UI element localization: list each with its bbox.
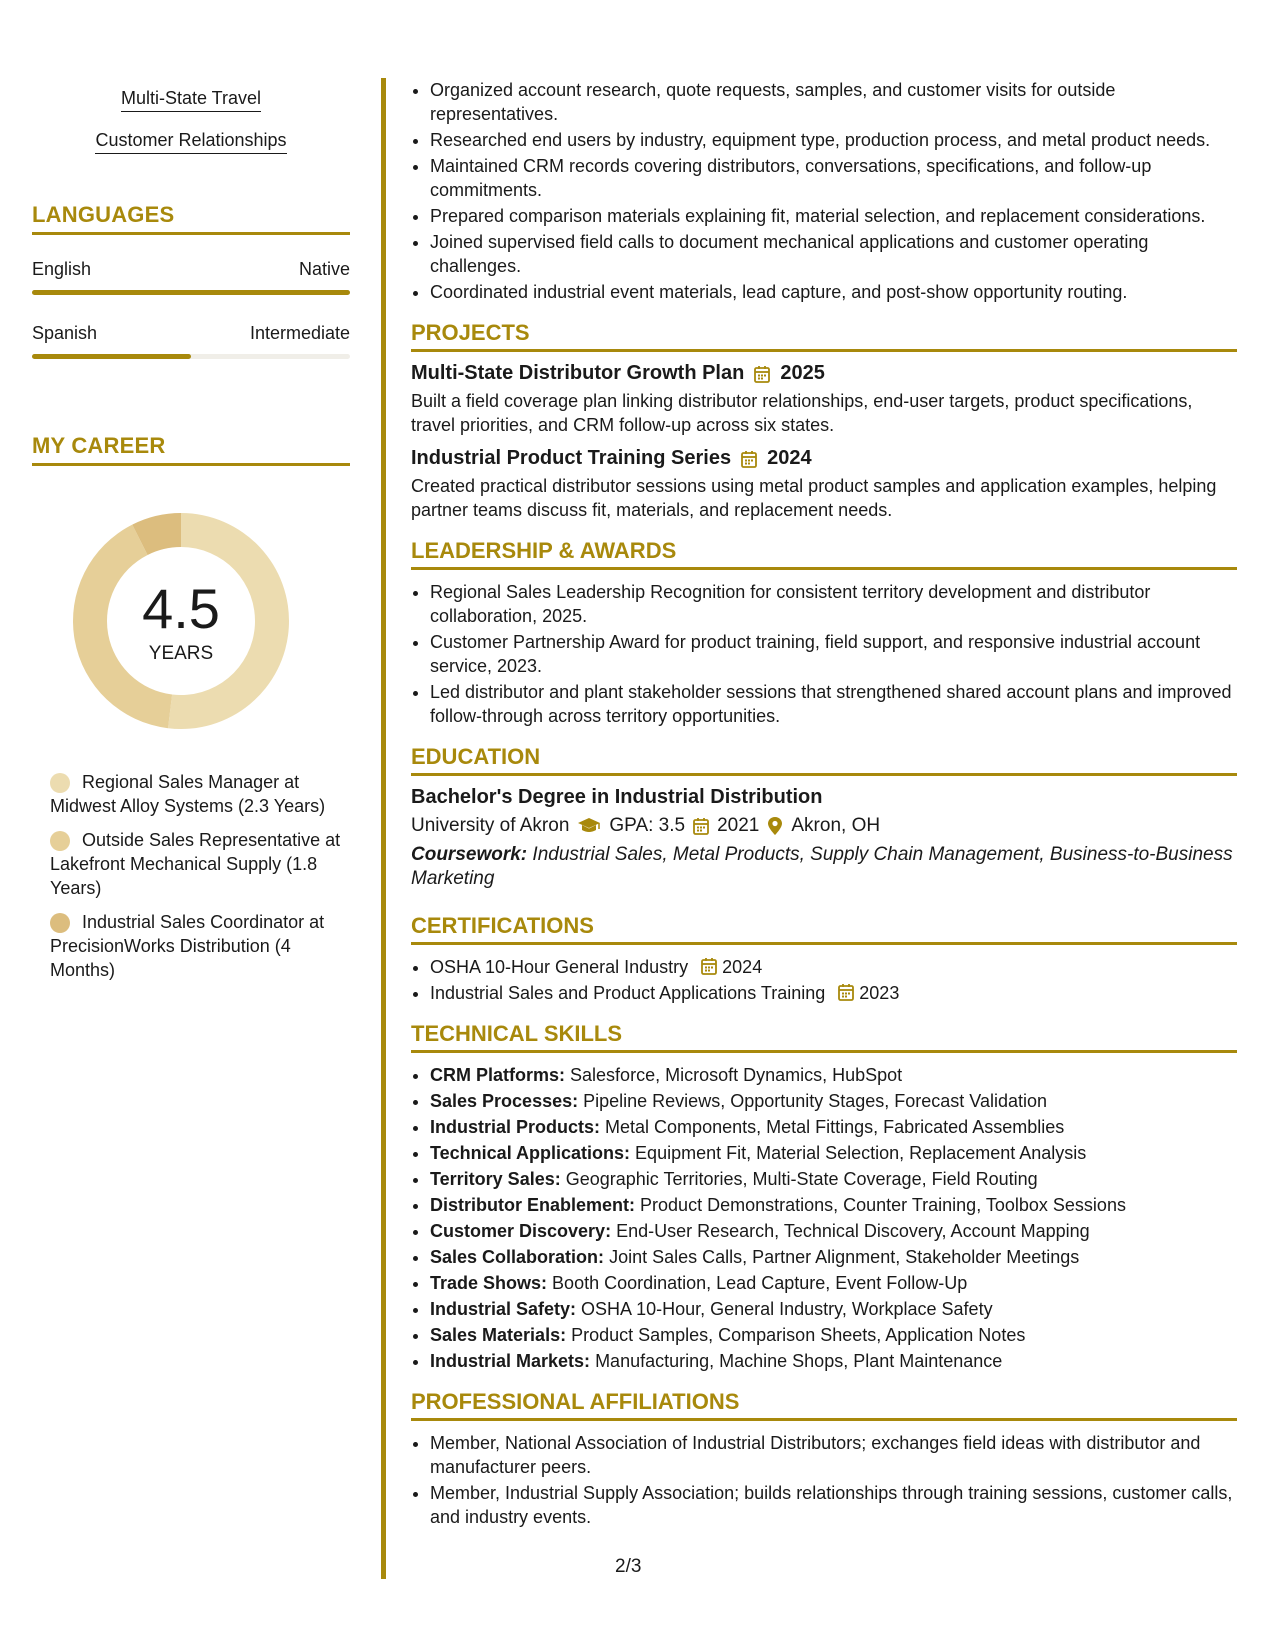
- languages-section: [32, 202, 350, 359]
- calendar-icon: [693, 817, 709, 835]
- language-bar: [32, 290, 350, 295]
- calendar-icon: [754, 365, 770, 383]
- calendar-icon: [838, 983, 854, 1001]
- coursework-text: Industrial Sales, Metal Products, Supply Chain Management, Business-to-Business Marketing: [411, 844, 1233, 889]
- leadership-item: • Regional Sales Leadership Recognition for consistent territory development and distributor collaboration, 2025.: [430, 580, 1237, 628]
- section-title-projects: PROJECTS: [411, 320, 1237, 352]
- certification-name: OSHA 10-Hour General Industry: [430, 957, 689, 977]
- section-title-affiliations: PROFESSIONAL AFFILIATIONS: [411, 1389, 1237, 1421]
- technical-skill-item: [430, 1167, 1237, 1191]
- technical-skill-label: Sales Materials:: [430, 1325, 567, 1345]
- legend-dot: [50, 831, 70, 851]
- technical-skill-value: Product Samples, Comparison Sheets, Application Notes: [571, 1325, 1026, 1345]
- project-year: 2025: [780, 362, 825, 384]
- technical-skill-item: [430, 1297, 1237, 1321]
- career-legend-item: [50, 770, 350, 818]
- column-divider: [381, 78, 386, 1579]
- technical-skill-value: End-User Research, Technical Discovery, Account Mapping: [616, 1221, 1090, 1241]
- section-title-certifications: CERTIFICATIONS: [411, 913, 1237, 945]
- education-gpa: GPA: 3.5: [609, 815, 686, 836]
- language-bar-fill: [32, 354, 191, 359]
- calendar-icon: [701, 957, 717, 975]
- technical-skill-value: Equipment Fit, Material Selection, Replacement Analysis: [635, 1143, 1087, 1163]
- skill-tag: [32, 88, 350, 112]
- technical-skill-label: Territory Sales:: [430, 1169, 561, 1189]
- language-row: [32, 259, 350, 280]
- technical-skill-item: [430, 1089, 1237, 1113]
- technical-skill-label: CRM Platforms:: [430, 1065, 566, 1085]
- leadership-item: • Led distributor and plant stakeholder sessions that strengthened shared account plans and improved follow-through across territory opportunities.: [430, 680, 1237, 728]
- career-legend-text: Industrial Sales Coordinator at PrecisionWorks Distribution (4 Months): [50, 912, 325, 980]
- legend-dot: [50, 913, 70, 933]
- skill-tag: [32, 130, 350, 154]
- language-row: [32, 323, 350, 344]
- certification-name: Industrial Sales and Product Applications Training: [430, 983, 826, 1003]
- technical-skill-item: [430, 1245, 1237, 1269]
- section-title-technical-skills: TECHNICAL SKILLS: [411, 1021, 1237, 1053]
- project-year: 2024: [767, 447, 812, 469]
- experience-bullet: • Prepared comparison materials explaining fit, material selection, and replacement considerations.: [430, 204, 1237, 228]
- language-bar: [32, 354, 350, 359]
- career-total-years: 4.5: [142, 577, 220, 640]
- technical-skill-value: Geographic Territories, Multi-State Coverage, Field Routing: [565, 1169, 1038, 1189]
- experience-bullet: • Coordinated industrial event materials, lead capture, and post-show opportunity routing.: [430, 280, 1237, 304]
- location-pin-icon: [767, 816, 783, 836]
- technical-skill-label: Distributor Enablement:: [430, 1195, 636, 1215]
- career-legend-text: Regional Sales Manager at Midwest Alloy Systems (2.3 Years): [50, 772, 326, 816]
- affiliations-list: [411, 1431, 1237, 1529]
- technical-skill-label: Trade Shows:: [430, 1273, 548, 1293]
- education-school: University of Akron: [411, 815, 570, 836]
- graduation-cap-icon: [577, 817, 601, 835]
- technical-skill-item: [430, 1271, 1237, 1295]
- career-section: [32, 433, 350, 982]
- technical-skill-item: [430, 1219, 1237, 1243]
- left-column: [32, 78, 350, 992]
- certification-item: [430, 955, 1237, 979]
- education-coursework: [411, 843, 1237, 891]
- technical-skill-value: Salesforce, Microsoft Dynamics, HubSpot: [570, 1065, 903, 1085]
- certification-year: 2023: [859, 983, 900, 1003]
- experience-bullet: • Joined supervised field calls to document mechanical applications and customer operating challenges.: [430, 230, 1237, 278]
- technical-skill-label: Industrial Products:: [430, 1117, 601, 1137]
- technical-skill-value: OSHA 10-Hour, General Industry, Workplace Safety: [581, 1299, 993, 1319]
- technical-skill-value: Joint Sales Calls, Partner Alignment, Stakeholder Meetings: [609, 1247, 1080, 1267]
- section-title-career: MY CAREER: [32, 433, 350, 466]
- career-donut-chart: [66, 506, 296, 736]
- career-total-unit: YEARS: [148, 643, 214, 664]
- technical-skill-value: Metal Components, Metal Fittings, Fabricated Assemblies: [605, 1117, 1065, 1137]
- section-title-languages: LANGUAGES: [32, 202, 350, 235]
- technical-skill-item: [430, 1323, 1237, 1347]
- experience-bullet: • Organized account research, quote requests, samples, and customer visits for outside representatives.: [430, 78, 1237, 126]
- career-legend: [50, 770, 350, 982]
- donut-center: [66, 506, 296, 736]
- right-column: [411, 78, 1237, 1531]
- project-item: [411, 362, 1237, 437]
- project-description: Built a field coverage plan linking distributor relationships, end-user targets, product specifications, travel priorities, and CRM follow-up across six states.: [411, 391, 1193, 435]
- technical-skills-list: [411, 1063, 1237, 1373]
- education-location: Akron, OH: [791, 815, 881, 836]
- project-name: Industrial Product Training Series: [411, 447, 732, 469]
- skill-tag-label: Multi-State Travel: [121, 88, 261, 112]
- education-year: 2021: [717, 815, 760, 836]
- education-item: [411, 786, 1237, 891]
- technical-skill-value: Manufacturing, Machine Shops, Plant Maintenance: [595, 1351, 1003, 1371]
- affiliation-item: • Member, National Association of Industrial Distributors; exchanges field ideas with distributor and manufacturer peers.: [430, 1431, 1237, 1479]
- technical-skill-item: [430, 1115, 1237, 1139]
- technical-skill-label: Sales Collaboration:: [430, 1247, 605, 1267]
- technical-skill-value: Product Demonstrations, Counter Training, Toolbox Sessions: [640, 1195, 1126, 1215]
- technical-skill-label: Customer Discovery:: [430, 1221, 612, 1241]
- experience-bullets: [411, 78, 1237, 304]
- project-header: [411, 362, 1237, 385]
- project-item: [411, 447, 1237, 522]
- calendar-icon: [741, 450, 757, 468]
- education-degree: Bachelor's Degree in Industrial Distribution: [411, 786, 823, 808]
- career-legend-item: [50, 910, 350, 982]
- project-header: [411, 447, 1237, 470]
- leadership-list: [411, 580, 1237, 728]
- technical-skill-item: [430, 1141, 1237, 1165]
- technical-skill-item: [430, 1193, 1237, 1217]
- technical-skill-label: Technical Applications:: [430, 1143, 631, 1163]
- technical-skill-item: [430, 1349, 1237, 1373]
- skill-tag-label: Customer Relationships: [95, 130, 286, 154]
- technical-skill-value: Pipeline Reviews, Opportunity Stages, Forecast Validation: [583, 1091, 1048, 1111]
- experience-bullet: • Researched end users by industry, equipment type, production process, and metal product needs.: [430, 128, 1237, 152]
- technical-skill-label: Sales Processes:: [430, 1091, 579, 1111]
- technical-skill-label: Industrial Markets:: [430, 1351, 591, 1371]
- language-bar-fill: [32, 290, 350, 295]
- experience-bullet: • Maintained CRM records covering distributors, conversations, specifications, and follow-up commitments.: [430, 154, 1237, 202]
- certifications-list: [411, 955, 1237, 1005]
- career-legend-item: [50, 828, 350, 900]
- certification-item: [430, 981, 1237, 1005]
- project-name: Multi-State Distributor Growth Plan: [411, 362, 745, 384]
- certification-year: 2024: [722, 957, 763, 977]
- language-level: Intermediate: [249, 323, 350, 343]
- language-level: Native: [298, 259, 350, 279]
- affiliation-item: • Member, Industrial Supply Association; builds relationships through training sessions, customer calls, and industry events.: [430, 1481, 1237, 1529]
- language-name: English: [32, 259, 92, 279]
- technical-skill-label: Industrial Safety:: [430, 1299, 577, 1319]
- technical-skill-item: [430, 1063, 1237, 1087]
- coursework-label: Coursework:: [411, 844, 528, 865]
- technical-skill-value: Booth Coordination, Lead Capture, Event Follow-Up: [552, 1273, 968, 1293]
- page-number: 2/3: [615, 1556, 642, 1577]
- section-title-leadership: LEADERSHIP & AWARDS: [411, 538, 1237, 570]
- language-name: Spanish: [32, 323, 98, 343]
- career-legend-text: Outside Sales Representative at Lakefront Mechanical Supply (1.8 Years): [50, 830, 341, 898]
- education-meta: [411, 815, 1237, 837]
- leadership-item: • Customer Partnership Award for product training, field support, and responsive industrial account service, 2023.: [430, 630, 1237, 678]
- project-description: Created practical distributor sessions using metal product samples and application examples, helping partner teams discuss fit, materials, and replacement needs.: [411, 476, 1217, 520]
- legend-dot: [50, 773, 70, 793]
- section-title-education: EDUCATION: [411, 744, 1237, 776]
